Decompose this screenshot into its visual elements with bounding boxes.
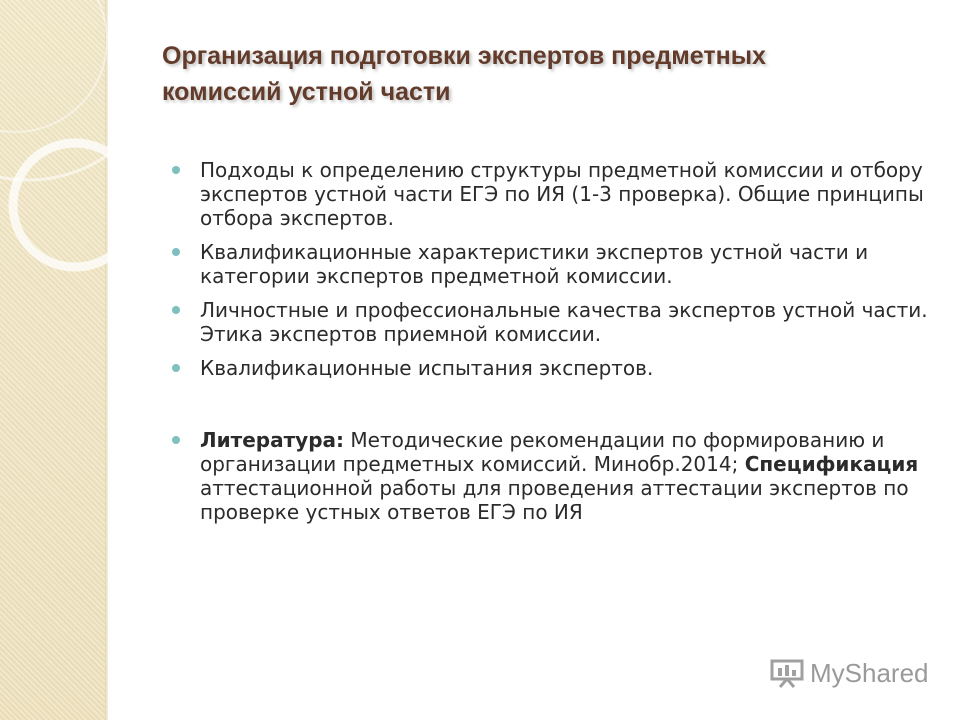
bullet-icon xyxy=(172,166,180,174)
bullet-text: Квалификационные характеристики экспертов устной части и категории экспертов предметной комиссии. xyxy=(200,240,869,288)
list-item xyxy=(168,356,938,380)
presentation-board-icon xyxy=(770,658,804,688)
bullet-icon xyxy=(172,436,180,444)
list-item xyxy=(168,240,938,288)
watermark-logo xyxy=(770,655,929,691)
bullet-icon xyxy=(172,306,180,314)
literature-item xyxy=(168,428,938,524)
literature-text-2: аттестационной работы для проведения аттестации экспертов по проверке устных ответов ЕГЭ по ИЯ xyxy=(200,476,909,524)
bullet-text: Подходы к определению структуры предметной комиссии и отбору экспертов устной части ЕГЭ по ИЯ (1-3 проверка). Общие принципы отбора экспертов. xyxy=(200,158,924,230)
list-item xyxy=(168,158,938,230)
bullet-text: Квалификационные испытания экспертов. xyxy=(200,356,654,380)
specification-label: Спецификация xyxy=(744,452,919,476)
slide-title xyxy=(162,38,922,110)
watermark-text: MyShared xyxy=(810,657,929,688)
bullet-text: Личностные и профессиональные качества экспертов устной части. Этика экспертов приемной комиссии. xyxy=(200,298,928,346)
title-line-2: комиссий устной части xyxy=(162,78,451,106)
bullet-icon xyxy=(172,248,180,256)
literature-label: Литература: xyxy=(200,428,345,452)
list-item xyxy=(168,298,938,346)
bullet-list xyxy=(168,158,938,534)
title-line-1: Организация подготовки экспертов предметных xyxy=(162,42,766,70)
literature-text-1: Методические рекомендации по формированию и организации предметных комиссий. Минобр.2014; xyxy=(200,428,885,476)
bullet-icon xyxy=(172,364,180,372)
